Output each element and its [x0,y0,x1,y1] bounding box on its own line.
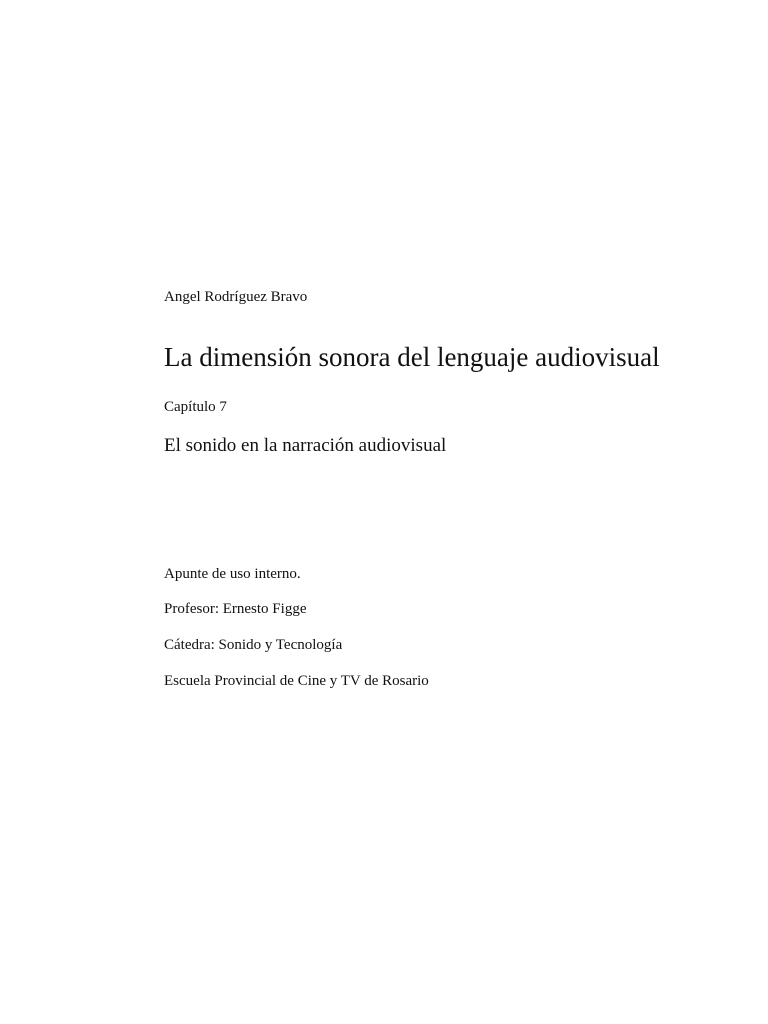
course-line: Cátedra: Sonido y Tecnología [164,637,343,653]
chapter-title: El sonido en la narración audiovisual [164,435,447,456]
chapter-label: Capítulo 7 [164,399,227,415]
school-line: Escuela Provincial de Cine y TV de Rosario [164,673,429,689]
author-name: Angel Rodríguez Bravo [164,289,308,305]
internal-use-note: Apunte de uso interno. [164,566,301,582]
professor-line: Profesor: Ernesto Figge [164,601,307,617]
book-title: La dimensión sonora del lenguaje audiovisual [164,342,660,372]
